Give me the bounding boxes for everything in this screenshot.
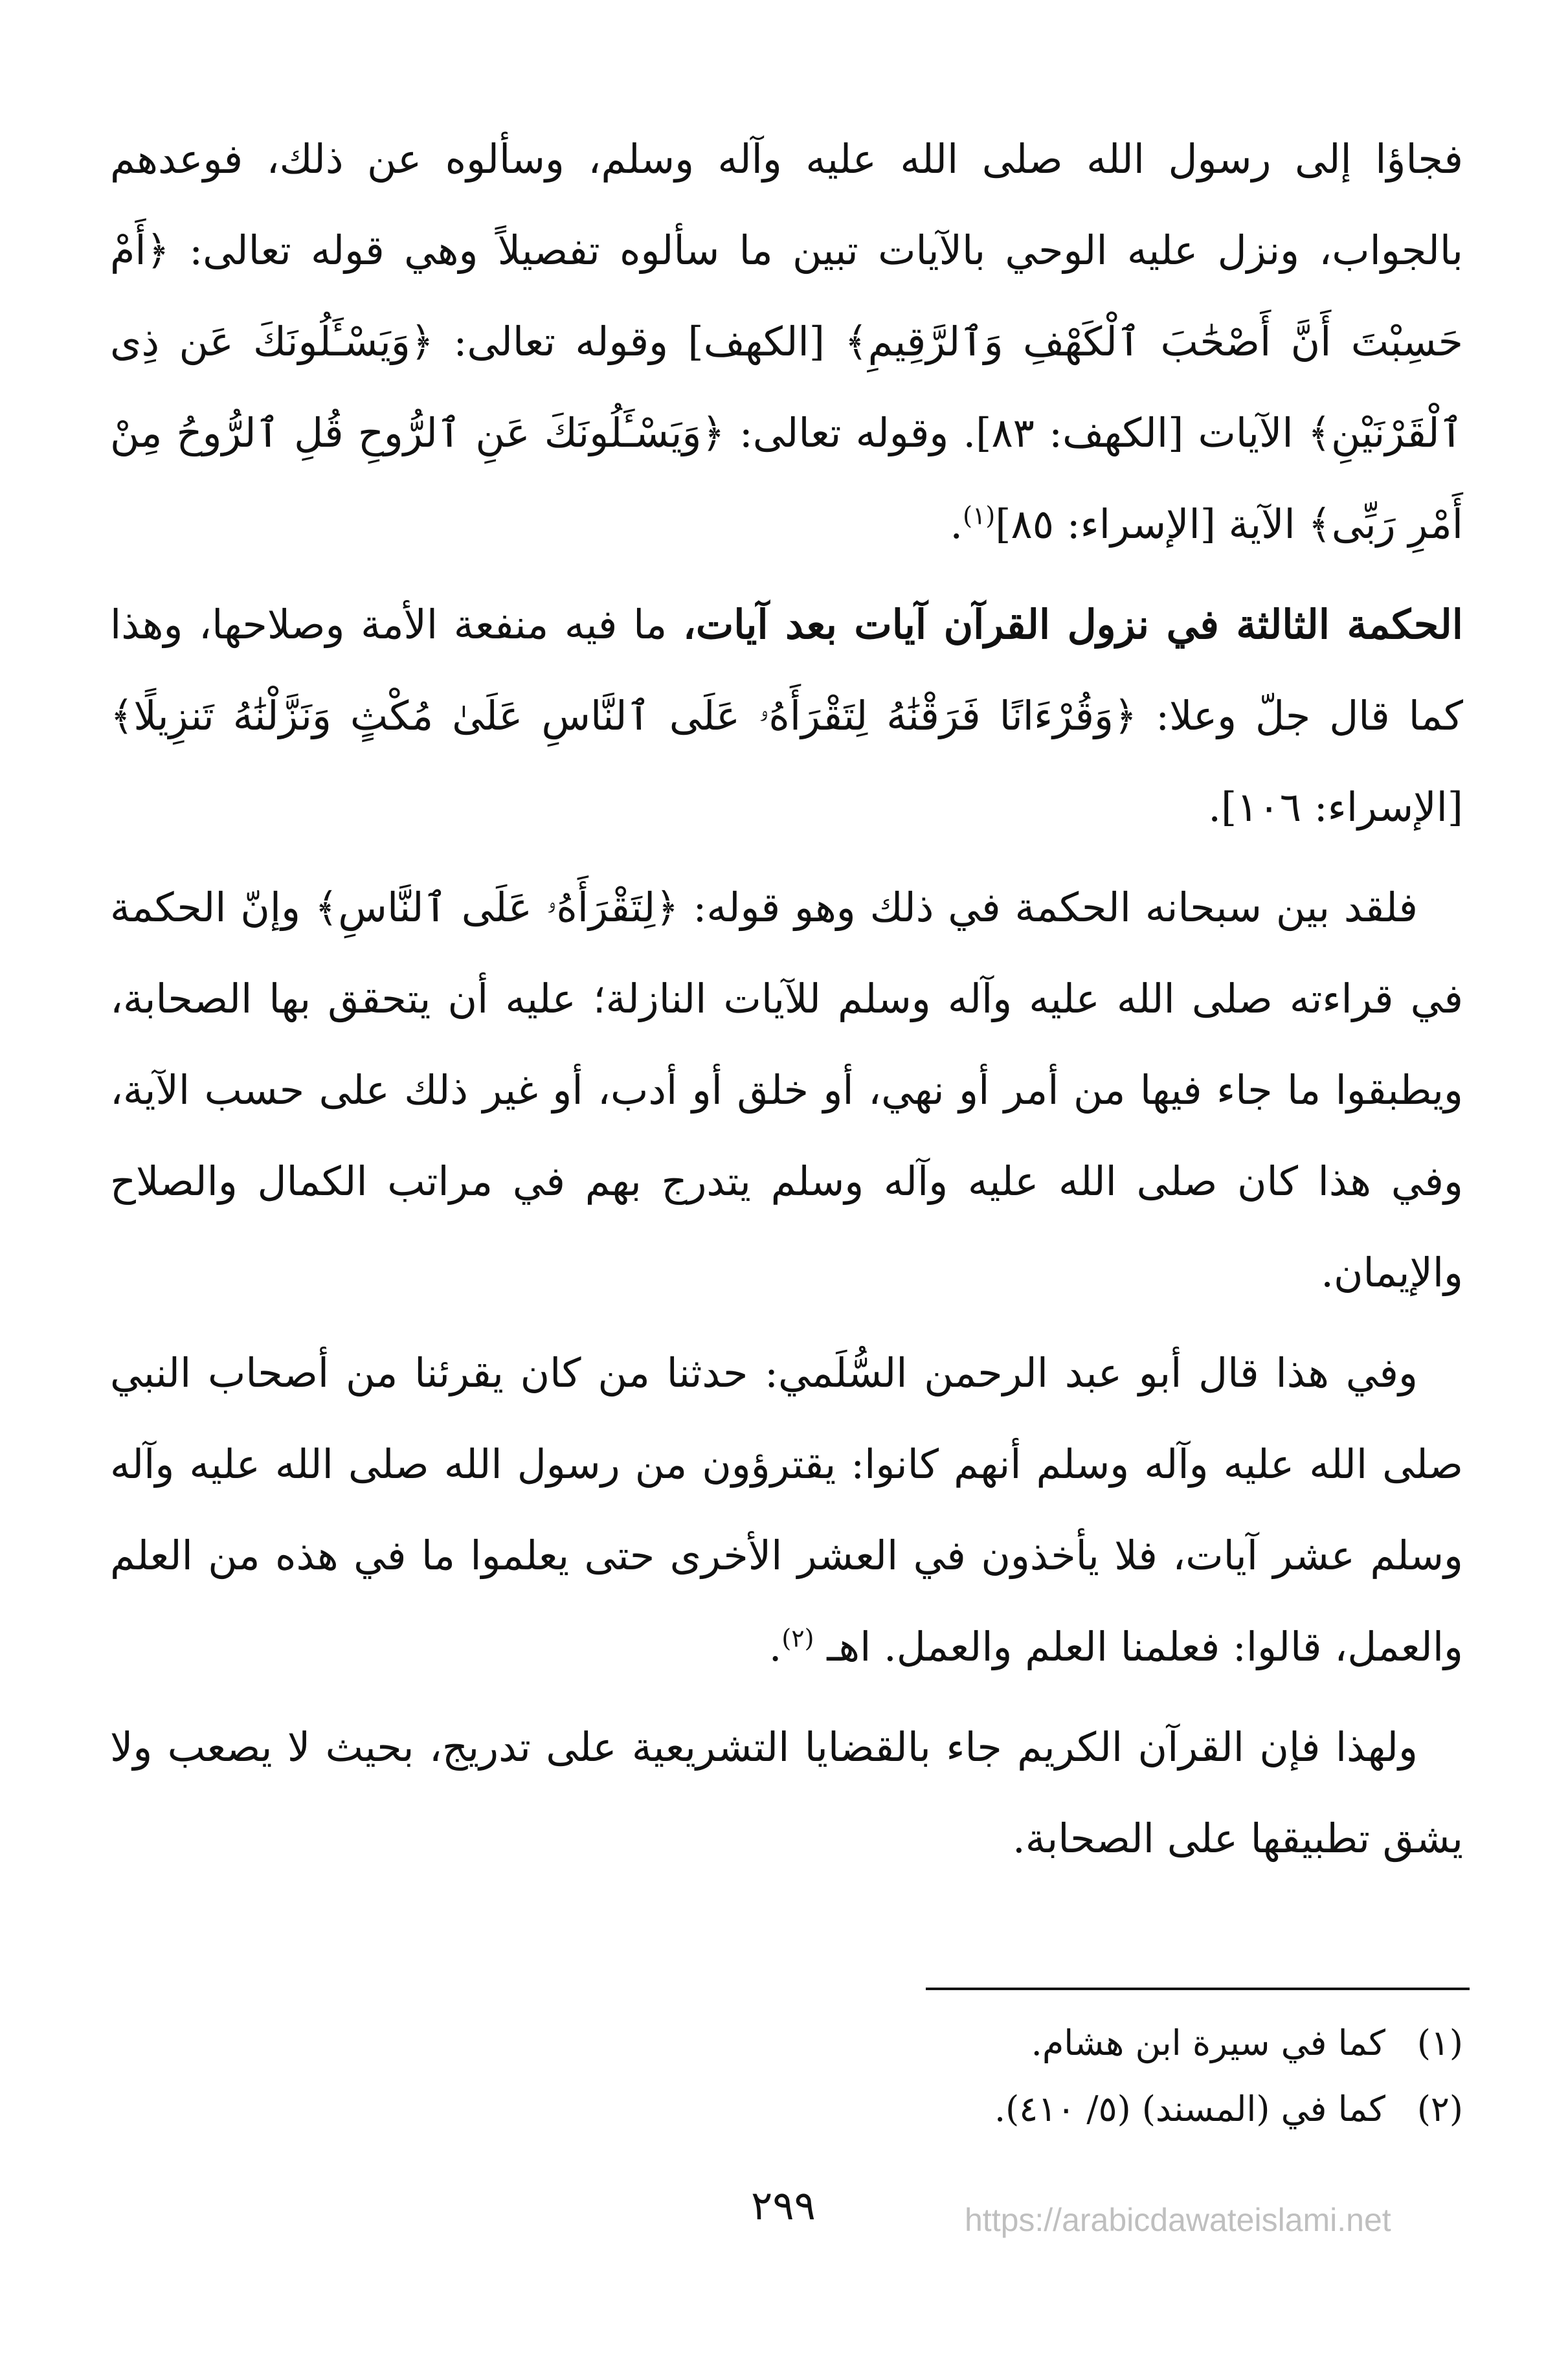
footnote-ref-2: (٢) xyxy=(781,1624,814,1653)
footnote-1 xyxy=(583,2010,1463,2076)
footnote-2-text: كما في (المسند) (٥/ ٤١٠). xyxy=(994,2089,1385,2129)
footnote-1-number: (١) xyxy=(1417,2023,1463,2063)
paragraph-4-end: . xyxy=(768,1623,782,1670)
paragraph-2-text: ما فيه منفعة الأمة وصلاحها، وهذا كما قال جلّ وعلا: ﴿وَقُرْءَانًا فَرَقْنَٰهُ لِتَقْرَأَهُۥ عَلَى ٱلنَّاسِ عَلَىٰ مُكْثٍ وَنَزَّلْنَٰهُ تَنزِيلًا﴾ [الإسراء: ١٠٦]. xyxy=(110,601,1463,831)
main-text xyxy=(110,113,1463,1884)
paragraph-4-text: وفي هذا قال أبو عبد الرحمن السُّلَمي: حدثنا من كان يقرئنا من أصحاب النبي صلى الله عليه وآله وسلم أنهم كانوا: يقترؤون من رسول الله صلى الله عليه وآله وسلم عشر آيات، فلا يأخذون في العشر الأخرى حتى يعلموا ما في هذه من العلم والعمل، قالوا: فعلمنا العلم والعمل. اهـ xyxy=(110,1349,1463,1670)
section-heading: الحكمة الثالثة في نزول القرآن آيات بعد آيات، xyxy=(682,601,1463,648)
footnote-ref-1: (١) xyxy=(963,501,996,530)
page-number: ٢٩٩ xyxy=(751,2182,816,2229)
paragraph-3 xyxy=(110,862,1463,1318)
footnote-2-number: (٢) xyxy=(1417,2089,1463,2129)
footnote-divider xyxy=(926,1988,1470,1990)
footnotes xyxy=(583,2010,1463,2142)
paragraph-1-text: فجاؤا إلى رسول الله صلى الله عليه وآله وسلم، وسألوه عن ذلك، فوعدهم بالجواب، ونزل عليه الوحي بالآيات تبين ما سألوه تفصيلاً وهي قوله تعالى: ﴿أَمْ حَسِبْتَ أَنَّ أَصْحَٰبَ ٱلْكَهْفِ وَٱلرَّقِيمِ﴾ [الكهف] وقوله تعالى: ﴿وَيَسْـَٔلُونَكَ عَن ذِى ٱلْقَرْنَيْنِ﴾ الآيات [الكهف: ٨٣]. وقوله تعالى: ﴿وَيَسْـَٔلُونَكَ عَنِ ٱلرُّوحِ قُلِ ٱلرُّوحُ مِنْ أَمْرِ رَبِّى﴾ الآية [الإسراء: ٨٥] xyxy=(110,135,1463,548)
paragraph-5-text: ولهذا فإن القرآن الكريم جاء بالقضايا التشريعية على تدريج، بحيث لا يصعب ولا يشق تطبيقها على الصحابة. xyxy=(110,1723,1463,1862)
footnote-2 xyxy=(583,2076,1463,2142)
paragraph-2 xyxy=(110,579,1463,853)
paragraph-4 xyxy=(110,1327,1463,1692)
paragraph-1-end: . xyxy=(950,500,963,548)
paragraph-3-text: فلقد بين سبحانه الحكمة في ذلك وهو قوله: ﴿لِتَقْرَأَهُۥ عَلَى ٱلنَّاسِ﴾ وإنّ الحكمة في قراءته صلى الله عليه وآله وسلم للآيات النازلة؛ عليه أن يتحقق بها الصحابة، ويطبقوا ما جاء فيها من أمر أو نهي، أو خلق أو أدب، أو غير ذلك على حسب الآية، وفي هذا كان صلى الله عليه وآله وسلم يتدرج بهم في مراتب الكمال والصلاح والإيمان. xyxy=(110,884,1464,1296)
footnote-1-text: كما في سيرة ابن هشام. xyxy=(1031,2023,1385,2063)
paragraph-5 xyxy=(110,1701,1463,1884)
watermark-url: https://arabicdawateislami.net xyxy=(965,2202,1391,2238)
paragraph-1 xyxy=(110,113,1463,570)
